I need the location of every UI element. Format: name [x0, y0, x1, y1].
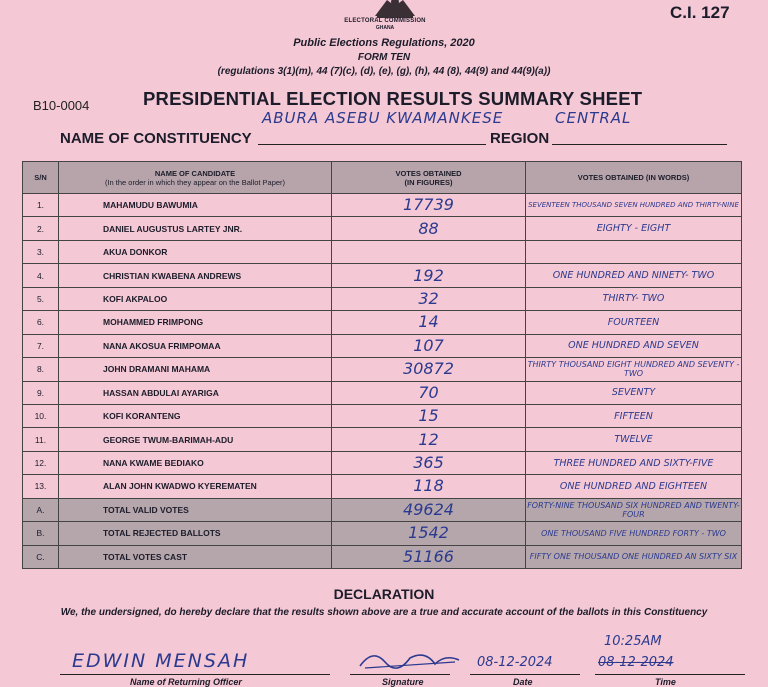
- total-label: TOTAL VALID VOTES: [59, 498, 332, 521]
- total-words: ONE THOUSAND FIVE HUNDRED FORTY - TWO: [526, 522, 742, 545]
- declaration-text: We, the undersigned, do hereby declare that the results shown above are a true and accurate account of the ballots in this Constituency: [60, 607, 708, 618]
- votes-figures: 17739: [332, 194, 526, 217]
- region-field-line: [552, 144, 727, 145]
- table-header-row: [23, 162, 742, 194]
- date-line: [470, 674, 580, 675]
- row-sn: 7.: [23, 334, 59, 357]
- votes-figures: 118: [332, 475, 526, 498]
- page-title: PRESIDENTIAL ELECTION RESULTS SUMMARY SHEET: [143, 88, 643, 109]
- candidate-name: ALAN JOHN KWADWO KYEREMATEN: [59, 475, 332, 498]
- votes-words: EIGHTY - EIGHT: [526, 217, 742, 240]
- votes-figures: 12: [332, 428, 526, 451]
- votes-words: THIRTY- TWO: [526, 287, 742, 310]
- candidate-name: KOFI KORANTENG: [59, 404, 332, 427]
- results-table: [22, 161, 742, 569]
- table-row: [23, 381, 742, 404]
- country-name: GHANA: [375, 25, 395, 31]
- region-value: CENTRAL: [555, 109, 632, 127]
- candidate-name: HASSAN ABDULAI AYARIGA: [59, 381, 332, 404]
- header-figures: [332, 162, 526, 194]
- header-words: VOTES OBTAINED (IN WORDS): [526, 162, 742, 194]
- total-sn: C.: [23, 545, 59, 568]
- constituency-value: ABURA ASEBU KWAMANKESE: [262, 109, 504, 127]
- signature-line: [350, 674, 450, 675]
- row-sn: 2.: [23, 217, 59, 240]
- votes-words: ONE HUNDRED AND SEVEN: [526, 334, 742, 357]
- signature-scribble: [355, 644, 465, 674]
- form-code: C.I. 127: [670, 3, 730, 22]
- row-sn: 12.: [23, 451, 59, 474]
- candidate-name: MAHAMUDU BAWUMIA: [59, 194, 332, 217]
- total-figures: 1542: [332, 522, 526, 545]
- candidate-name: MOHAMMED FRIMPONG: [59, 311, 332, 334]
- total-words: FIFTY ONE THOUSAND ONE HUNDRED AN SIXTY SIX: [526, 545, 742, 568]
- regulations-title: Public Elections Regulations, 2020: [293, 37, 475, 49]
- row-sn: 1.: [23, 194, 59, 217]
- total-label: TOTAL VOTES CAST: [59, 545, 332, 568]
- header-sn: S/N: [23, 162, 59, 194]
- candidate-name: KOFI AKPALOO: [59, 287, 332, 310]
- votes-words: ONE HUNDRED AND NINETY- TWO: [526, 264, 742, 287]
- constituency-label: NAME OF CONSTITUENCY: [60, 130, 252, 147]
- row-sn: 5.: [23, 287, 59, 310]
- candidate-name: AKUA DONKOR: [59, 240, 332, 263]
- votes-words: ONE HUNDRED AND EIGHTEEN: [526, 475, 742, 498]
- table-row: [23, 194, 742, 217]
- total-row: [23, 522, 742, 545]
- time-line: [595, 674, 745, 675]
- total-sn: A.: [23, 498, 59, 521]
- header-figures-subtitle: (IN FIGURES): [404, 177, 453, 187]
- region-label: REGION: [490, 130, 550, 147]
- commission-name: ELECTORAL COMMISSION: [344, 18, 426, 24]
- votes-figures: 88: [332, 217, 526, 240]
- date-label: Date: [513, 677, 533, 687]
- row-sn: 11.: [23, 428, 59, 451]
- row-sn: 10.: [23, 404, 59, 427]
- total-figures: 51166: [332, 545, 526, 568]
- row-sn: 8.: [23, 358, 59, 381]
- votes-words: SEVENTEEN THOUSAND SEVEN HUNDRED AND THIRTY-NINE: [526, 194, 742, 217]
- returning-officer-name: EDWIN MENSAH: [72, 650, 250, 672]
- total-words: FORTY-NINE THOUSAND SIX HUNDRED AND TWENTY- FOUR: [526, 498, 742, 521]
- total-row: [23, 545, 742, 568]
- votes-figures: 14: [332, 311, 526, 334]
- total-sn: B.: [23, 522, 59, 545]
- table-row: [23, 287, 742, 310]
- table-row: [23, 404, 742, 427]
- table-row: [23, 451, 742, 474]
- votes-words: THIRTY THOUSAND EIGHT HUNDRED AND SEVENTY - TWO: [526, 358, 742, 381]
- regulations-reference: (regulations 3(1)(m), 44 (7)(c), (d), (e), (g), (h), 44 (8), 44(9) and 44(9)(a)): [217, 66, 551, 77]
- votes-words: SEVENTY: [526, 381, 742, 404]
- time-value: 10:25AM: [604, 634, 662, 649]
- candidate-name: CHRISTIAN KWABENA ANDREWS: [59, 264, 332, 287]
- header-candidate: [59, 162, 332, 194]
- votes-figures: 365: [332, 451, 526, 474]
- table-row: [23, 264, 742, 287]
- signature-label: Signature: [382, 677, 424, 687]
- form-number: FORM TEN: [357, 52, 411, 63]
- table-row: [23, 334, 742, 357]
- row-sn: 6.: [23, 311, 59, 334]
- table-row: [23, 240, 742, 263]
- candidate-name: NANA AKOSUA FRIMPOMAA: [59, 334, 332, 357]
- candidate-name: DANIEL AUGUSTUS LARTEY JNR.: [59, 217, 332, 240]
- candidate-name: JOHN DRAMANI MAHAMA: [59, 358, 332, 381]
- votes-figures: 30872: [332, 358, 526, 381]
- table-row: [23, 311, 742, 334]
- votes-figures: [332, 240, 526, 263]
- header-figures-title: VOTES OBTAINED: [395, 168, 462, 178]
- officer-name-line: [60, 674, 330, 675]
- constituency-field-line: [258, 144, 486, 145]
- time-date-value: 08-12-2024: [598, 655, 674, 670]
- header-candidate-title: NAME OF CANDIDATE: [154, 168, 236, 178]
- votes-figures: 107: [332, 334, 526, 357]
- votes-words: TWELVE: [526, 428, 742, 451]
- date-value: 08-12-2024: [477, 655, 553, 670]
- votes-figures: 192: [332, 264, 526, 287]
- total-label: TOTAL REJECTED BALLOTS: [59, 522, 332, 545]
- coat-of-arms-icon: [355, 0, 435, 20]
- votes-figures: 15: [332, 404, 526, 427]
- total-figures: 49624: [332, 498, 526, 521]
- table-row: [23, 428, 742, 451]
- row-sn: 4.: [23, 264, 59, 287]
- row-sn: 3.: [23, 240, 59, 263]
- table-row: [23, 217, 742, 240]
- candidate-name: NANA KWAME BEDIAKO: [59, 451, 332, 474]
- votes-figures: 32: [332, 287, 526, 310]
- declaration-title: DECLARATION: [333, 586, 435, 602]
- votes-words: FIFTEEN: [526, 404, 742, 427]
- votes-words: [526, 240, 742, 263]
- row-sn: 9.: [23, 381, 59, 404]
- total-row: [23, 498, 742, 521]
- table-row: [23, 475, 742, 498]
- serial-number: B10-0004: [33, 98, 90, 113]
- candidate-name: GEORGE TWUM-BARIMAH-ADU: [59, 428, 332, 451]
- table-row: [23, 358, 742, 381]
- votes-words: FOURTEEN: [526, 311, 742, 334]
- header-candidate-subtitle: (In the order in which they appear on the Ballot Paper): [104, 177, 286, 187]
- votes-figures: 70: [332, 381, 526, 404]
- time-label: Time: [655, 677, 676, 687]
- votes-words: THREE HUNDRED AND SIXTY-FIVE: [526, 451, 742, 474]
- officer-label: Name of Returning Officer: [130, 677, 242, 687]
- row-sn: 13.: [23, 475, 59, 498]
